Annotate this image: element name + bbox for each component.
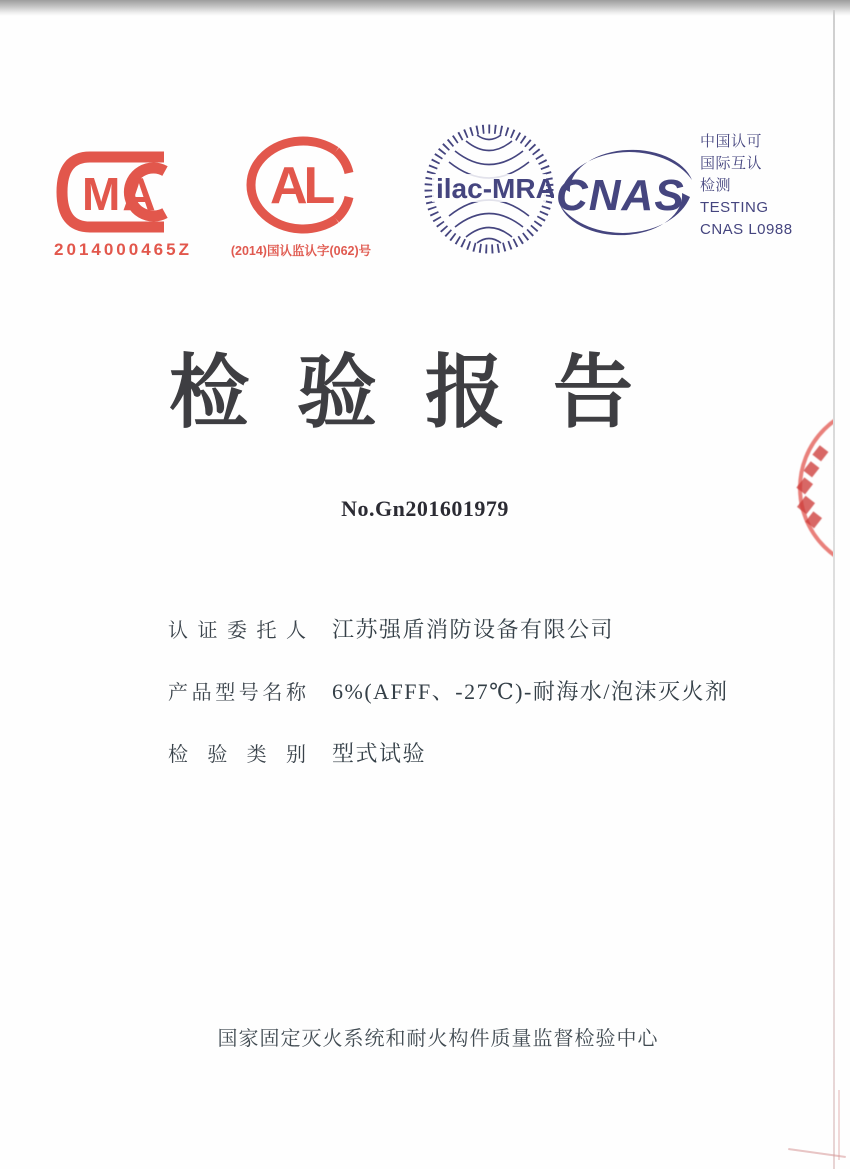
field-label-applicant: 认证委托人 [168, 620, 306, 642]
cma-logo-icon [52, 148, 192, 245]
field-row-test-category [168, 737, 728, 768]
cnas-wordmark: CNAS [556, 171, 685, 220]
report-fields [168, 613, 728, 799]
al-letters: AL [270, 157, 332, 215]
cma-mark-icon [52, 148, 192, 240]
cnas-logo-icon [556, 140, 696, 250]
cnas-line-2: 国际互认 [700, 155, 763, 172]
al-accreditation-logo-icon [240, 133, 358, 242]
al-mark-icon [240, 133, 358, 237]
cma-cert-number: 2014000465Z [54, 240, 192, 259]
field-label-product-model: 产品型号名称 [168, 682, 306, 704]
field-row-applicant [168, 613, 728, 644]
report-number: No.Gn201601979 [341, 496, 509, 521]
cnas-text-block [700, 131, 793, 241]
scan-edge-shadow-top [0, 0, 850, 16]
al-cert-number: (2014)国认监认字(062)号 [230, 244, 372, 258]
cnas-line-1: 中国认可 [700, 133, 763, 150]
ilac-wordmark: ilac-MRA [436, 173, 554, 204]
field-value-product-model: 6%(AFFF、-27℃)-耐海水/泡沫灭火剂 [332, 679, 729, 704]
cnas-mark-icon [556, 140, 696, 245]
field-value-test-category: 型式试验 [332, 741, 427, 766]
ilac-mra-logo-icon [424, 124, 554, 259]
field-label-test-category: 检验类别 [168, 744, 306, 766]
scan-artifact-edge [838, 1090, 840, 1160]
cma-letters: MA [82, 168, 158, 220]
report-title: 检验报告 [169, 348, 681, 437]
field-value-applicant: 江苏强盾消防设备有限公司 [332, 617, 615, 642]
cnas-line-3: 检测 [700, 177, 732, 194]
ilac-globe-icon [424, 124, 554, 254]
scan-page-edge-right [833, 10, 835, 1169]
field-row-product-model [168, 675, 728, 706]
cnas-line-5: CNAS L0988 [700, 221, 793, 238]
issuing-organization: 国家固定灭火系统和耐火构件质量监督检验中心 [217, 1028, 659, 1050]
cnas-line-4: TESTING [700, 199, 769, 216]
